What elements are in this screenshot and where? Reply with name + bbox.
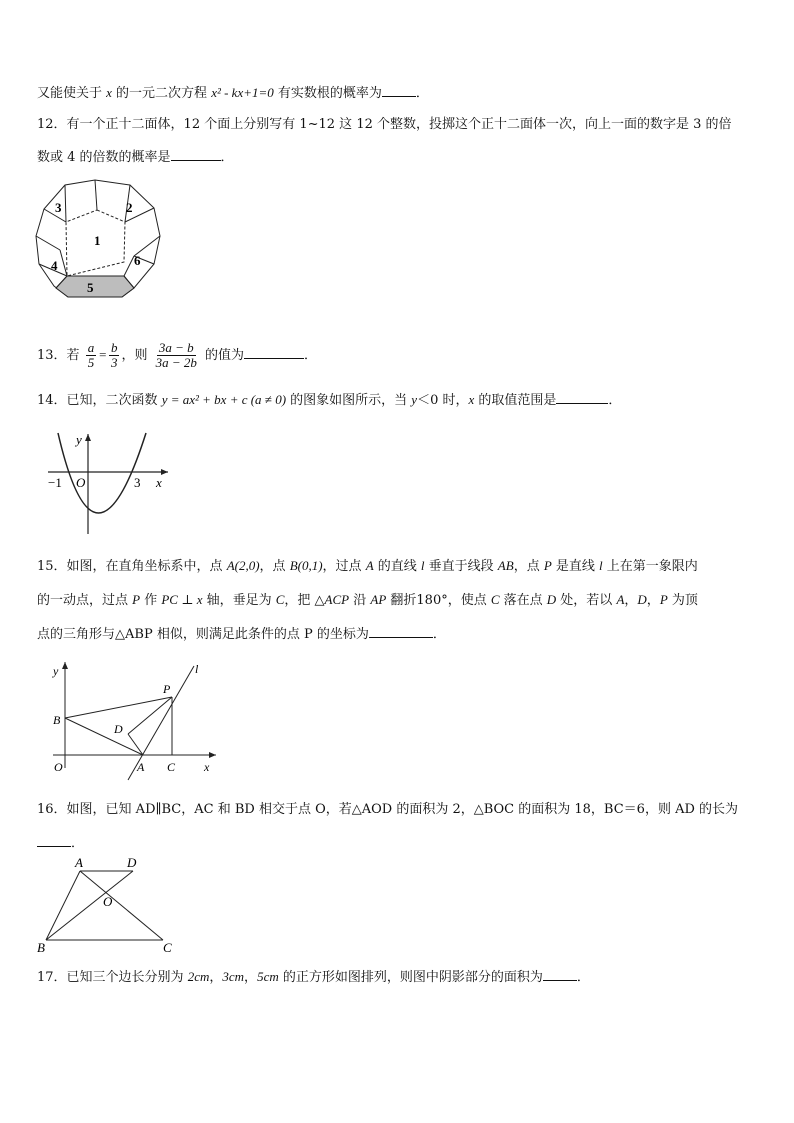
q14-text: 的图象如图所示，当 (286, 393, 412, 408)
q15-text: ，点 (259, 559, 290, 574)
q16-line-1: 16．如图，已知 AD∥BC，AC 和 BD 相交于点 O，若△AOD 的面积为 2，△BOC 的面积为 18，BC＝6，则 AD 的长为 (37, 802, 739, 817)
face-label-4: 4 (51, 258, 58, 273)
q11-text: 的一元二次方程 (111, 86, 212, 101)
answer-blank[interactable] (556, 391, 608, 404)
q14-function: y = ax² + bx + c (a ≠ 0) (161, 392, 287, 407)
q11-equation: x² - kx+1=0 (211, 85, 274, 100)
side-length-1: 2cm (187, 969, 210, 984)
point-a-coord: A(2,0) (226, 558, 260, 573)
x-axis-label: x (204, 760, 210, 774)
q15-text: ，把 △ (284, 593, 325, 608)
q15-var: P (659, 592, 668, 607)
q15-text: 处，若以 (556, 593, 617, 608)
q15-var: C (490, 592, 500, 607)
q15-text: 轴，垂足为 (202, 593, 276, 608)
face-label-1: 1 (94, 233, 101, 248)
q15-text: ，过点 (322, 559, 366, 574)
q15-text: 是直线 (551, 559, 600, 574)
q17-line (37, 968, 590, 986)
q15-text: ， (646, 593, 660, 608)
root-label-3: 3 (134, 475, 141, 490)
fraction-denominator: 3a − 2b (155, 355, 197, 370)
q15-var: D (637, 592, 647, 607)
q15-line-1 (37, 558, 698, 575)
segment-bd (46, 871, 133, 940)
q14-var-y: y (411, 392, 418, 407)
trapezoid-figure (35, 852, 185, 957)
q14-var-x: x (468, 392, 475, 407)
origin-label: O (76, 475, 86, 490)
q13-text: 的值为 (200, 348, 245, 363)
answer-blank[interactable] (244, 346, 304, 359)
q15-var: AP (370, 592, 387, 607)
q15-text: 沿 (349, 593, 371, 608)
x-axis-label: x (156, 475, 162, 490)
point-c-label: C (167, 760, 176, 774)
q15-var: A (365, 558, 374, 573)
q15-var: P (132, 592, 141, 607)
q11-line (37, 84, 429, 102)
q12-end: ． (220, 150, 234, 165)
answer-blank[interactable] (37, 834, 71, 847)
point-c-label: C (163, 940, 172, 955)
q17-text: ， (244, 970, 258, 985)
fraction-numerator: b (110, 340, 118, 355)
q17-text: 的正方形如图排列，则图中阴影部分的面积为 (278, 970, 543, 985)
q15-text: 作 (140, 593, 162, 608)
q15-text: 上在第一象限内 (602, 559, 698, 574)
q14-end: ． (608, 393, 622, 408)
q13-text: ，则 (121, 348, 152, 363)
segment-bp (65, 697, 172, 718)
q13-end: ． (304, 348, 318, 363)
shaded-face (56, 276, 134, 297)
q15-text: 落在点 (499, 593, 547, 608)
point-a-label: A (75, 855, 83, 870)
origin-label: O (54, 760, 63, 774)
face-label-6: 6 (134, 253, 141, 268)
answer-blank[interactable] (382, 84, 416, 97)
face-label-2: 2 (126, 200, 133, 215)
q17-end: ． (576, 970, 590, 985)
q15-text: 垂直于线段 (424, 559, 498, 574)
q12-line-2 (37, 148, 234, 166)
q11-text: 又能使关于 (37, 86, 107, 101)
fraction-numerator: 3a − b (158, 340, 194, 355)
answer-blank[interactable] (543, 968, 577, 981)
point-d-label: D (114, 722, 123, 736)
fraction-b-over-3 (109, 341, 120, 370)
q13-text: 13．若 (37, 348, 84, 363)
root-label-neg1: −1 (48, 475, 62, 490)
segment-ab (65, 718, 143, 755)
q15-text: 点的三角形与△ABP 相似，则满足此条件的点 P 的坐标为 (37, 627, 369, 642)
q15-text: 的一动点，过点 (37, 593, 133, 608)
q15-end: ． (432, 627, 446, 642)
q15-var: P (543, 558, 552, 573)
q15-var: PC ⊥ x (161, 592, 203, 607)
q11-var-x: x (106, 85, 112, 100)
q15-var: A (616, 592, 625, 607)
q15-line-2 (37, 592, 698, 609)
fraction-denominator: 3 (110, 355, 118, 370)
point-p-label: P (163, 682, 171, 696)
fraction-numerator: a (87, 340, 95, 355)
q15-var: AB (497, 558, 514, 573)
equals-sign: = (98, 347, 107, 362)
point-o-label: O (103, 894, 113, 909)
point-b-label: B (37, 940, 45, 955)
q13-line (37, 339, 317, 371)
line-l-label: l (195, 662, 199, 676)
point-b-label: B (53, 713, 61, 727)
side-length-3: 5cm (257, 969, 279, 984)
y-axis-label: y (53, 664, 59, 678)
q15-line-3 (37, 625, 446, 643)
segment-ab (46, 871, 80, 940)
q12-line-1: 12．有一个正十二面体，12 个面上分别写有 1~12 这 12 个整数，投掷这个正十二面体一次，向上一面的数字是 3 的倍 (37, 117, 732, 132)
q14-text: 14．已知，二次函数 (37, 393, 162, 408)
q15-text: ， (624, 593, 638, 608)
fraction-expression (154, 341, 199, 370)
q15-text: 15．如图，在直角坐标系中，点 (37, 559, 227, 574)
q16-line-2 (37, 834, 84, 852)
side-length-2: 3cm (222, 969, 245, 984)
point-d-label: D (127, 855, 137, 870)
fraction-denominator: 5 (87, 355, 95, 370)
q15-var: l (420, 558, 425, 573)
q15-text: 的直线 (373, 559, 421, 574)
parabola-figure (40, 428, 180, 543)
q14-line (37, 391, 621, 409)
point-a-label: A (137, 760, 145, 774)
q16-end: ． (71, 836, 85, 851)
q15-text: 为顶 (667, 593, 698, 608)
dodecahedron-figure (30, 172, 170, 332)
q15-text: ，点 (513, 559, 544, 574)
q15-var: l (599, 558, 603, 573)
q17-text: ， (209, 970, 223, 985)
q17-text: 17．已知三个边长分别为 (37, 970, 188, 985)
q15-var: C (275, 592, 285, 607)
q14-text: 的取值范围是 (474, 393, 557, 408)
segment-ac (80, 871, 163, 940)
q11-end: ． (415, 86, 429, 101)
face-label-3: 3 (55, 200, 62, 215)
parabola-curve (58, 433, 146, 513)
fraction-a-over-5 (86, 341, 97, 370)
q14-text: ＜0 时， (417, 393, 469, 408)
coordinate-figure (48, 658, 228, 783)
q12-text: 数或 4 的倍数的概率是 (37, 150, 171, 165)
face-label-5: 5 (87, 280, 94, 295)
y-axis-label: y (76, 432, 82, 447)
q11-text: 有实数根的概率为 (273, 86, 382, 101)
q15-var: D (546, 592, 557, 607)
point-b-coord: B(0,1) (289, 558, 323, 573)
q15-text: 翻折180°，使点 (386, 593, 491, 608)
answer-blank[interactable] (171, 148, 221, 161)
q15-var: ACP (324, 592, 350, 607)
answer-blank[interactable] (369, 625, 433, 638)
